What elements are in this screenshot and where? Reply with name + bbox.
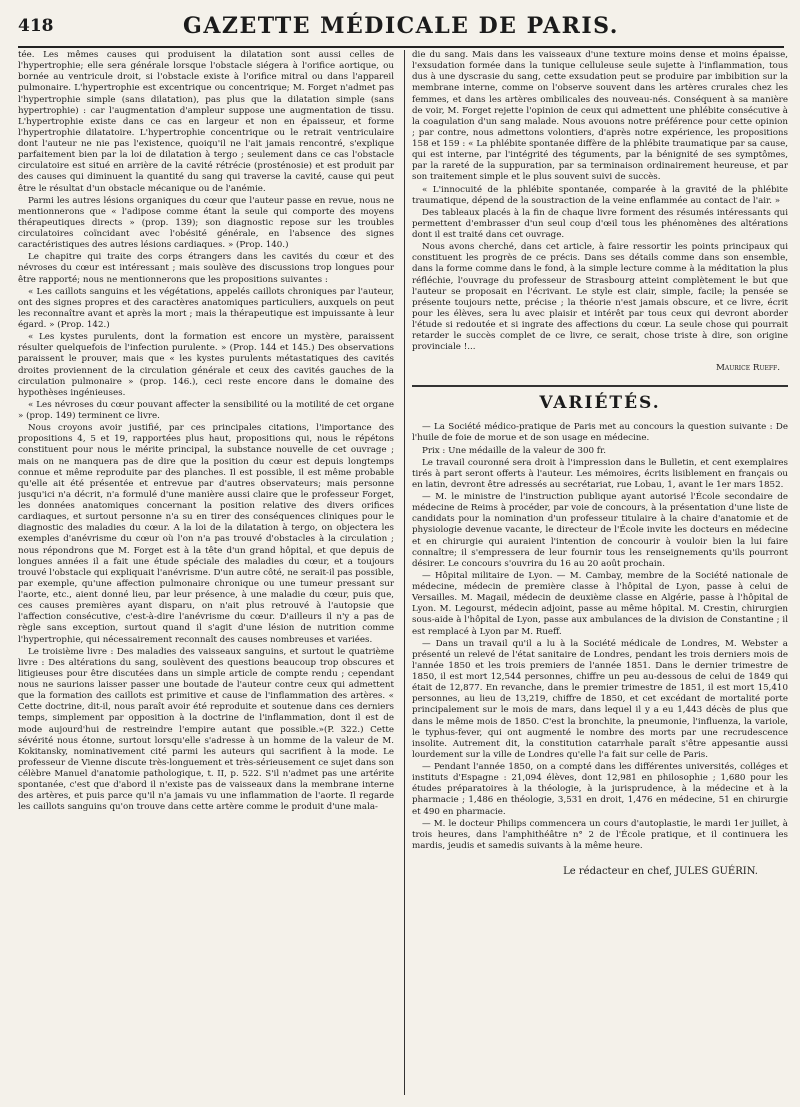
notice-paragraph: — Pendant l'année 1850, on a compté dans les différentes universités, colléges et instituts d'Espagne : 21,094 élèves, dont 12,981 en philosophie ; 1,680 pour les études préparatoires à la théologie, à la jurisprudence, à la médecine et à la pharmacie ; 1,486 en théologie, 3,531 en droit, 1,476 en médecine, 51 en chirurgie et 490 en pharmacie.	[411, 762, 788, 817]
left-column	[18, 50, 399, 1095]
left-paragraph: Parmi les autres lésions organiques du cœur que l'auteur passe en revue, nous ne mentionnerons que « l'adipose comme étant la seule qui comporte des moyens thérapeutiques directs » (prop. 139); son diagnostic repose sur les troubles circulatoires coïncidant avec l'obésité générale, en l'absence des signes caractéristiques des autres lésions cardiaques. » (Prop. 140.)	[18, 195, 394, 251]
left-paragraph: « Les kystes purulents, dont la formation est encore un mystère, paraissent résulter quelquefois de l'infection purulente. » (Prop. 144 et 145.) Des observations paraissent le prouver, mais que « les kystes purulents métastatiques des cavités droites proviennent de la circulation générale et ceux des cavités gauches de la circulation pulmonaire » (prop. 146.), ceci reste encore dans le domaine des hypothèses ingénieuses.	[18, 332, 394, 398]
notice-paragraph: — La Société médico-pratique de Paris met au concours la question suivante : De l'huile de foie de morue et de son usage en médecine.	[411, 422, 788, 444]
right-paragraph: « L'innocuité de la phlébite spontanée, comparée à la gravité de la phlébite traumatique, dépend de la soustraction de la veine enflammée au contact de l'air. »	[411, 184, 788, 206]
left-paragraph: tée. Les mêmes causes qui produisent la dilatation sont aussi celles de l'hypertrophie; elle sera générale lorsque l'obstacle siégera à l'orifice aortique, ou bornée au ventricule droit, si l'obstacle existe à l'orifice mitral ou dans l'appareil pulmonaire. L'hypertrophie est excentrique ou concentrique; M. Forget n'admet pas l'hypertrophie simple (sans dilatation), pas plus que la dilatation simple (sans hypertrophie) : car l'augmentation d'ampleur suppose une augmentation de tissu. L'hypertrophie existe dans ce cas en largeur et non en épaisseur, et forme l'hypertrophie dilatatoire. L'hypertrophie concentrique ou le retrait ventriculaire dont l'auteur ne nie pas l'existence, quoiqu'il ne l'ait jamais rencontré, s'explique parfaitement bien par la loi de dilatation à tergo ; seulement dans ce cas l'obstacle circulatoire est situé en arrière de la cavité rétrécie (prosténosie) et est produit par des causes qui diminuent la quantité du sang qui traverse la cavité, cause qui peut être le résultat d'un obstacle mécanique ou de l'anémie.	[18, 50, 394, 194]
journal-title: GAZETTE MÉDICALE DE PARIS.	[183, 13, 619, 39]
section-title: VARIÉTÉS.	[539, 392, 661, 413]
left-paragraph: « Les caillots sanguins et les végétations, appelés caillots chroniques par l'auteur, ont des signes propres et des caractères anatomiques particuliers, auxquels on peut les reconnaître avant et après la mort ; mais la thérapeutique est impuissante à leur égard. » (Prop. 142.)	[18, 286, 394, 330]
article-signature: Maurice Rueff.	[716, 363, 780, 374]
column-divider	[404, 50, 405, 1095]
article-columns	[18, 50, 788, 1100]
notice-paragraph: — Hôpital militaire de Lyon. — M. Cambay, membre de la Société nationale de médecine, médecin de première classe à l'hôpital de Lyon, passe à celui de Versailles. M. Magail, médecin de deuxième classe en Algérie, passe à l'hôpital de Lyon. M. Legourst, médecin adjoint, passe au même hôpital. M. Crestin, chirurgien sous-aide à l'hôpital de Lyon, passe aux ambulances de la division de Constantine ; il est remplacé à Lyon par M. Rueff.	[411, 570, 788, 637]
section-divider	[412, 385, 788, 387]
right-paragraph: die du sang. Mais dans les vaisseaux d'une texture moins dense et moins épaisse, l'exsudation formée dans la tunique celluleuse seule sujette à l'inflammation, tous dus à une dyscrasie du sang, cette exsudation peut se produire par imbibition sur la membrane interne, comme on l'observe souvent dans les artères crurales chez les femmes, et dans les artères ombilicales des nouveau-nés. Conséquent à sa manière de voir, M. Forget rejette l'opinion de ceux qui admettent une phlébite consécutive à la coagulation d'un sang malade. Nous avouons notre préférence pour cette opinion ; par contre, nous admettons volontiers, d'après notre expérience, les propositions 158 et 159 : « La phlébite spontanée diffère de la phlébite traumatique par sa cause, qui est interne, par l'intégrité des téguments, par la bénignité de ses symptômes, par la rareté de la suppuration, par sa terminaison ordinairement heureuse, et par son traitement simple et le plus souvent suivi de succès.	[411, 50, 788, 183]
notice-paragraph: — M. le ministre de l'instruction publique ayant autorisé l'École secondaire de médecine de Reims à procéder, par voie de concours, à la présentation d'une liste de candidats pour la nomination d'un professeur titulaire à la chaire d'anatomie et de physiologie devenue vacante, le directeur de l'École invite les docteurs en médecine et en chirurgie qui auraient l'intention de concourir à vouloir bien la lui faire connaître; il s'empressera de leur fournir tous les renseignements qu'ils pourront désirer. Le concours s'ouvrira du 16 au 20 août prochain.	[411, 492, 788, 569]
notice-paragraph: Le travail couronné sera droit à l'impression dans le Bulletin, et cent exemplaires tirés à part seront offerts à l'auteur. Les mémoires, écrits lisiblement en français ou en latin, devront être adressés au secrétariat, rue Lobau, 1, avant le 1er mars 1852.	[411, 457, 788, 490]
page-header	[18, 6, 784, 48]
left-paragraph: Le chapitre qui traite des corps étrangers dans les cavités du cœur et des névroses du cœur est intéressant ; mais soulève des discussions trop longues pour être rapporté; nous ne mentionnerons que les propositions suivantes :	[18, 252, 394, 285]
notice-paragraph: Prix : Une médaille de la valeur de 300 fr.	[421, 445, 606, 456]
right-column	[410, 50, 788, 1095]
left-paragraph: Nous croyons avoir justifié, par ces principales citations, l'importance des propositions 4, 5 et 19, rapportées plus haut, propositions qui, nous le répétons constituent pour nous le mérite principal, la substance nouvelle de cet ouvrage ; mais on ne manquera pas de dire que la position du cœur est depuis longtemps connue et même reproduite par des planches. Il est possible, il est même probable qu'elle ait été présentée et entrevue par d'autres observateurs; mais personne jusqu'ici n'a décrit, n'a formulé d'une manière aussi claire que le professeur Forget, les données anatomiques concernant la position relative des divers orifices cardiaques, et surtout personne n'a su en tirer des conséquences cliniques pour le diagnostic des maladies du cœur. A la loi de la dilatation à tergo, on objectera les exemples d'anévrisme du cœur où l'on n'a pas trouvé d'obstacles à la circulation ; nous répondrons que M. Forget est à la tête d'un grand hôpital, et que depuis de longues années il a fait une étude spéciale des maladies du cœur, et a toujours trouvé l'obstacle qui expliquait l'anévrisme. D'un autre côté, ne serait-il pas possible, par exemple, qu'une affection pulmonaire chronique ou une tumeur pressant sur l'aorte, etc., aient donné lieu, par leur présence, à une maladie du cœur, puis que, ces causes premières ayant disparu, on n'ait plus retrouvé à l'autopsie que l'affection consécutive, c'est-à-dire l'anévrisme du cœur. D'ailleurs il n'y a pas de règle sans exception, surtout quand il s'agit d'une lésion de nutrition comme l'hypertrophie, qui nécessairement reconnaît des causes nombreuses et variées.	[18, 423, 394, 645]
editor-signature: Le rédacteur en chef, JULES GUÉRIN.	[563, 866, 758, 877]
notice-paragraph: — M. le docteur Philips commencera un cours d'autoplastie, le mardi 1er juillet, à trois heures, dans l'amphithéâtre n° 2 de l'École pratique, et il continuera les mardis, jeudis et samedis suivants à la même heure.	[411, 818, 788, 851]
page-number: 418	[18, 16, 54, 36]
notice-paragraph: — Dans un travail qu'il a lu à la Société médicale de Londres, M. Webster a présenté un relevé de l'état sanitaire de Londres, pendant les trois derniers mois de l'année 1850 et les trois premiers de l'année 1851. Dans le dernier trimestre de 1850, il est mort 12,544 personnes, chiffre un peu au-dessous de celui de 1849 qui était de 12,877. En revanche, dans le premier trimestre de 1851, il est mort 15,410 personnes, au lieu de 13,219, chiffre de 1850, et cet excédant de mortalité porte principalement sur le mois de mars, dans lequel il y a eu 1,443 décès de plus que dans le même mois de 1850. C'est la bronchite, la pneumonie, l'influenza, la variole, le typhus-fever, qui ont augmenté le nombre des morts par une recrudescence insolite. Autrement dit, la constitution catarrhale paraît s'être appesantie aussi lourdement sur la ville de Londres qu'elle l'a fait sur celle de Paris.	[411, 638, 788, 760]
left-paragraph: Le troisième livre : Des maladies des vaisseaux sanguins, et surtout le quatrième livre : Des altérations du sang, soulèvent des questions beaucoup trop obscures et litigieuses pour être discutées dans un simple article de compte rendu ; cependant nous ne saurions laisser passer une boutade de l'auteur contre ceux qui admettent que la formation des caillots est primitive et cause de l'inflammation des artères. « Cette doctrine, dit-il, nous paraît avoir été reproduite et soutenue dans ces derniers temps, simplement par opposition à la doctrine de l'inflammation, dont il est de mode aujourd'hui de restreindre l'empire autant que possible.»(P. 322.) Cette sévérité nous étonne, surtout lorsqu'elle s'adresse à un homme de la valeur de M. Kokitansky, nominativement cité parmi les auteurs qui sacrifient à la mode. Le professeur de Vienne discute très-longuement et très-sérieusement ce sujet dans son célèbre Manuel d'anatomie pathologique, t. II, p. 522. S'il n'admet pas une artérite spontanée, c'est que d'abord il n'existe pas de vaisseaux dans la membrane interne des artères, et puis parce qu'il n'a jamais vu une inflammation de l'aorte. Il regarde les caillots sanguins qu'on trouve dans cette artère comme le produit d'une mala-	[18, 646, 394, 813]
left-paragraph: « Les névroses du cœur pouvant affecter la sensibilité ou la motilité de cet organe » (prop. 149) terminent ce livre.	[18, 399, 394, 421]
right-paragraph: Nous avons cherché, dans cet article, à faire ressortir les points principaux qui constituent les progrès de ce précis. Dans ses détails comme dans son ensemble, dans la forme comme dans le fond, à la simple lecture comme à la méditation la plus réfléchie, l'ouvrage du professeur de Strasbourg atteint complètement le but que l'auteur se proposait en l'écrivant. Le style est clair, simple, facile; la pensée se présente toujours nette, précise ; la théorie n'est jamais obscure, et ce livre, écrit pour les élèves, sera lu avec plaisir et intérêt par tous ceux qui devront aborder l'étude si redoutée et si ingrate des affections du cœur. La seule chose qui pourrait retarder le succès complet de ce livre, ce serait, chose triste à dire, son origine provinciale !...	[411, 242, 788, 353]
right-paragraph: Des tableaux placés à la fin de chaque livre forment des résumés intéressants qui permettent d'embrasser d'un seul coup d'œil tous les phénomènes des altérations dont il est traité dans cet ouvrage.	[411, 207, 788, 240]
